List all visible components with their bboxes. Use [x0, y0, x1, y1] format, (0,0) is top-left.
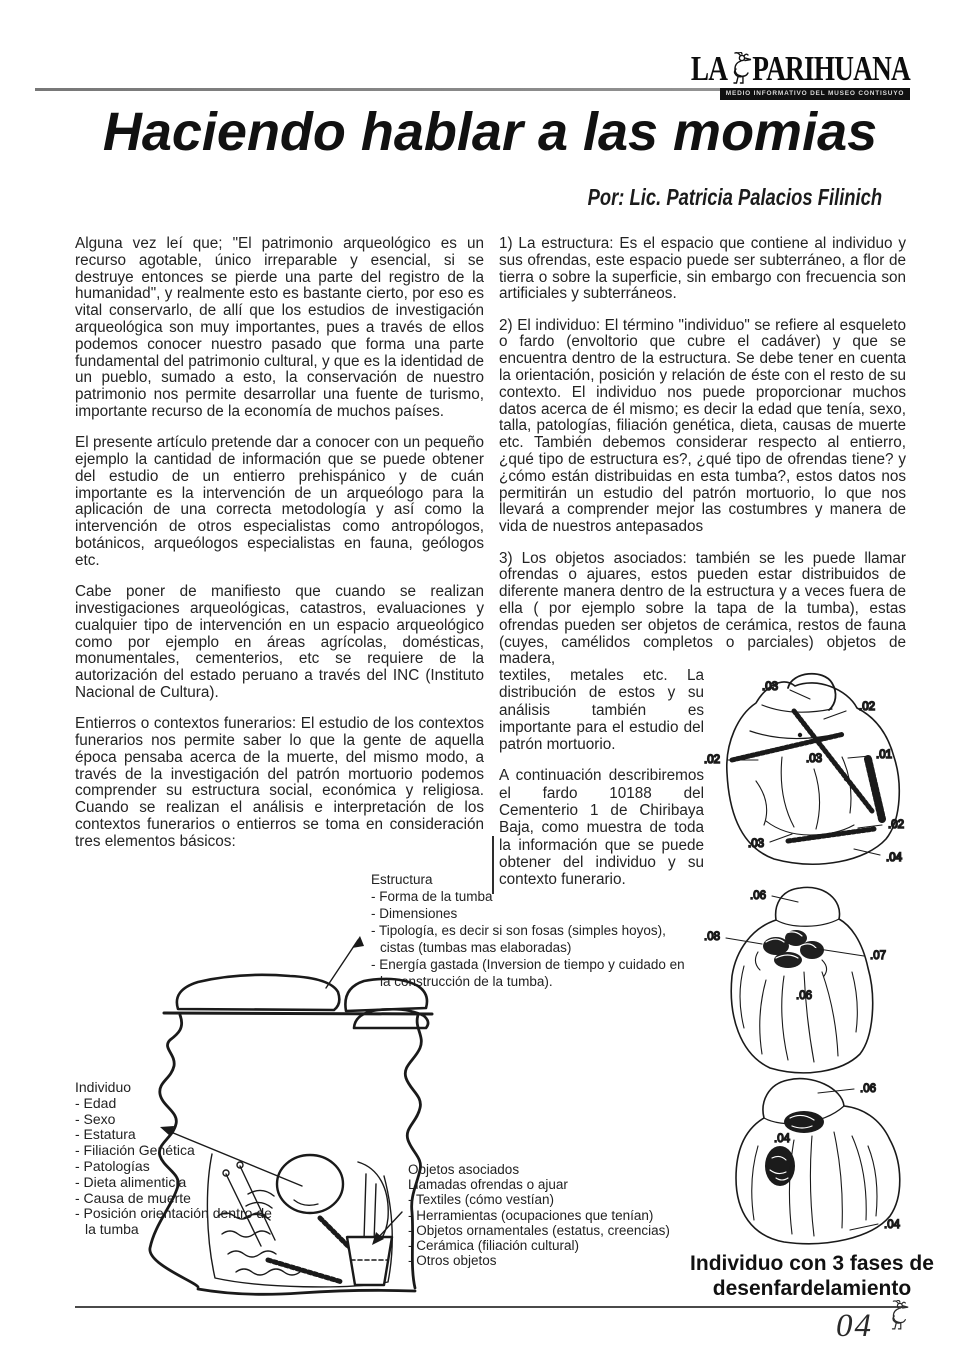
- footer-rule: [75, 1306, 905, 1308]
- annotation-item: - Objetos ornamentales (estatus, creencias): [408, 1222, 670, 1238]
- paragraph: Alguna vez leí que; "El patrimonio arqueológico es un recurso agotable, único irreparable y esencial, si se destruye entonces se pierde una parte del registro de la humanidad", y realmente esto es bastante cierto, por eso es vital conservarlo, de allí que los estudios de investigación arqueológica son muy importantes, pues a través de ellos podemos conocer nuestro pasado que forma una parte fundamental del patrimonio cultural, y que es la identidad de un pueblo, sumado a esto, la conservación de nuestro patrimonio nos permite desarrollar una fuente de turismo, importante recurso de la economía de muchos países.: [75, 235, 484, 420]
- annotation-item: - Tipología, es decir si son fosas (simples hoyos), cistas (tumbas mas elaboradas): [371, 923, 666, 955]
- annotation-subtitle: Llamadas ofrendas o ajuar: [408, 1177, 568, 1193]
- annotation-item: - Causa de muerte: [75, 1189, 191, 1206]
- annotation-item: - Dieta alimenticia: [75, 1173, 187, 1190]
- masthead-la: LA: [690, 49, 728, 88]
- masthead-name: PARIHUANA: [752, 49, 910, 88]
- annotation-item: - Sexo: [75, 1110, 116, 1127]
- figure-label: .03: [762, 681, 778, 693]
- annotation-item: - Dimensiones: [371, 906, 458, 921]
- figure-label: .02: [704, 754, 720, 766]
- figure-label: .04: [884, 1219, 900, 1231]
- figure-label: .02: [888, 819, 904, 831]
- figure-label: .06: [750, 890, 766, 902]
- annotation-item: - Estatura: [75, 1126, 136, 1143]
- paragraph: textiles, metales etc. La distribución de estos y su análisis también es importante para el estudio del patrón mortuorio.: [499, 667, 704, 754]
- article-byline: Por: Lic. Patricia Palacios Filinich: [587, 184, 882, 210]
- masthead-tagline: MEDIO INFORMATIVO DEL MUSEO CONTISUYO: [720, 88, 910, 100]
- tomb-diagram: [58, 916, 492, 1310]
- figure-label: .08: [704, 931, 720, 943]
- paragraph: 3) Los objetos asociados: también se les puede llamar ofrendas o ajuares, estos pueden estar distribuidos de diferente manera dentro de la estructura y a veces fuera de ella ( por ejemplo sobre la tapa de la tumba), estas ofrendas pueden ser objetos de cerámica, restos de fauna (cuyes, camélidos completos o parciales) objetos de madera,: [499, 549, 906, 668]
- annotation-item: - Energía gastada (Inversion de tiempo y cuidado en la construcción de la tumba).: [371, 957, 685, 989]
- annotation-item: - Cerámica (filiación cultural): [408, 1238, 580, 1254]
- paragraph: Cabe poner de manifiesto que cuando se realizan investigaciones arqueológicas, catastros, evaluaciones y cualquier tipo de intervención en un espacio arqueológico como por ejemplo en áreas agrícolas, domésticas, monumentales, cementerios, etc se requiere de la autorización del estado peruano a través del INC (Instituto Nacional de Cultura).: [75, 583, 484, 701]
- mummy-figure-phase3: [692, 1066, 930, 1252]
- annotation-item: - Posición orientación dentro de la tumba: [75, 1205, 272, 1238]
- annotation-title: Objetos asociados: [408, 1162, 520, 1177]
- annotation-item: - Textiles (cómo vestían): [408, 1192, 555, 1208]
- annotation-title: Estructura: [371, 872, 433, 887]
- parihuana-bird-icon: [886, 1300, 910, 1330]
- figure-label: .04: [774, 1133, 790, 1145]
- masthead: [690, 48, 910, 100]
- annotation-item: - Otros objetos: [408, 1253, 497, 1269]
- figure-label: .07: [870, 950, 886, 962]
- mummy-figure-phase1: [696, 661, 916, 879]
- annotation-item: - Forma de la tumba: [371, 889, 493, 904]
- parihuana-bird-icon: [727, 52, 753, 84]
- annotation-item: - Herramientas (ocupaciones que tenían): [408, 1207, 654, 1223]
- article-title: Haciendo hablar a las momias: [102, 102, 878, 162]
- figure-label: .03: [748, 838, 764, 850]
- paragraph: A continuación describiremos el fardo 10188 del Cementerio 1 de Chiribaya Baja, como muestra de toda la información que se puede obtener del individuo y su contexto funerario.: [499, 767, 704, 889]
- masthead-logo: [690, 48, 910, 88]
- figure-label: .06: [796, 990, 812, 1002]
- right-column-narrow: [499, 667, 704, 903]
- figure-label: .04: [886, 852, 902, 864]
- figure-label: .02: [859, 701, 875, 713]
- figure-label: .06: [860, 1083, 876, 1095]
- annotation-title: Individuo: [75, 1079, 132, 1095]
- annotation-item: - Filiación Genética: [75, 1142, 195, 1159]
- annotation-item: - Edad: [75, 1094, 117, 1111]
- figure-label: .03: [806, 753, 822, 765]
- figure-label: .01: [876, 749, 892, 761]
- mummy-figure-phase2: [692, 876, 914, 1078]
- paragraph: El presente artículo pretende dar a conocer con un pequeño ejemplo la cantidad de información que se puede obtener del estudio de un entierro prehispánico y de cuán importante es la intervención de un arqueólogo para la aplicación de una correcta metodología y así como la intervención de otros especialistas como antropólogos, botánicos, arqueólogos especialistas en fauna, geólogos etc.: [75, 434, 484, 569]
- paragraph: 1) La estructura: Es el espacio que contiene al individuo y sus ofrendas, este espacio puede ser subterráneo, a flor de tierra o sobre la superficie, sin embargo con frecuencia son artificiales y subterráneos.: [499, 235, 906, 303]
- figure-caption: Individuo con 3 fases de desenfardelamiento: [690, 1252, 934, 1300]
- paragraph: 2) El individuo: El término "individuo" se refiere al esqueleto o fardo (envoltorio que cubre el cadáver) y que se encuentra dentro de la estructura. Se debe tener en cuenta la orientación, posición y relación de éste con el resto de su contexto. El individuo nos puede proporcionar muchos datos acerca de él mismo; es decir la edad que tenía, sexo, talla, patologías, filiación genética, dieta, causas de muerte etc. También debemos considerar respecto al entierro, ¿qué tipo de estructura es?, ¿qué tipo de ofrendas tiene? y ¿cómo están distribuidas en esta tumba?, estos datos nos permitirán un estudio del patrón mortuorio, lo que nos llevará a comprender mejor las costumbres y manera de vida de nuestros antepasados: [499, 316, 906, 536]
- left-column: [75, 236, 484, 865]
- paragraph: Entierros o contextos funerarios: El estudio de los contextos funerarios nos permite saber lo que la gente de aquella época pensaba acerca de la muerte, del mismo modo, a través de la investigación del patrón mortuorio podemos comprender su estructura social, económica y religiosa. Cuando se realizan el análisis e interpretación de los contextos funerarios o entierros se toma en consideración tres elementos básicos:: [75, 715, 484, 850]
- page-number: 04: [836, 1308, 873, 1344]
- right-column: [499, 236, 906, 683]
- annotation-item: - Patologías: [75, 1157, 150, 1174]
